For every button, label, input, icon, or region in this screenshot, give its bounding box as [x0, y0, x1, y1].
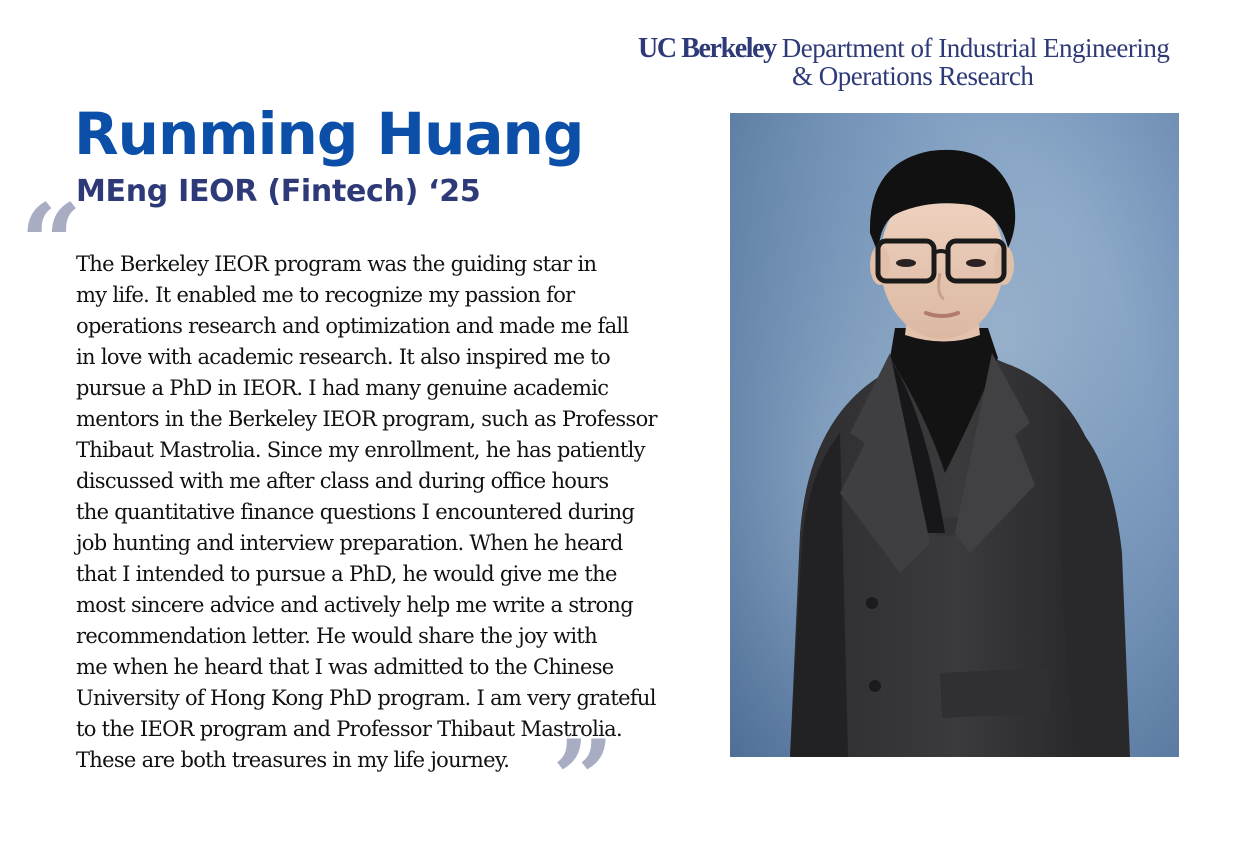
department-name-line1: Department of Industrial Engineering [781, 33, 1170, 63]
department-name-line2: & Operations Research [792, 61, 1034, 91]
uc-berkeley-wordmark: UC Berkeley [638, 33, 776, 64]
open-quote-icon: “ [20, 181, 83, 307]
quote-line: the quantitative finance questions I encountered during [76, 500, 635, 524]
quote-line: These are both treasures in my life journey. [76, 748, 510, 772]
quote-line: me when he heard that I was admitted to the Chinese [76, 655, 614, 679]
quote-line: Thibaut Mastrolia. Since my enrollment, he has patiently [76, 438, 645, 462]
quote-line: job hunting and interview preparation. When he heard [76, 531, 623, 555]
department-logo [638, 34, 1169, 90]
quote-line: in love with academic research. It also inspired me to [76, 345, 610, 369]
degree-title: MEng IEOR (Fintech) ‘25 [76, 174, 481, 209]
quote-line: University of Hong Kong PhD program. I am very grateful [76, 686, 656, 710]
portrait-photo [730, 113, 1179, 757]
student-name: Runming Huang [74, 100, 584, 168]
quote-line: mentors in the Berkeley IEOR program, such as Professor [76, 407, 657, 431]
quote-line: The Berkeley IEOR program was the guiding star in [76, 252, 597, 276]
quote-line: recommendation letter. He would share the joy with [76, 624, 597, 648]
quote-line: operations research and optimization and made me fall [76, 314, 629, 338]
quote-line: to the IEOR program and Professor Thibaut Mastrolia. [76, 717, 622, 741]
quote-line: my life. It enabled me to recognize my passion for [76, 283, 575, 307]
quote-line: most sincere advice and actively help me write a strong [76, 593, 633, 617]
quote-line: pursue a PhD in IEOR. I had many genuine academic [76, 376, 609, 400]
quote-line: discussed with me after class and during office hours [76, 469, 609, 493]
portrait-illustration [730, 113, 1179, 757]
quote-line: that I intended to pursue a PhD, he would give me the [76, 562, 617, 586]
close-quote-icon: ” [552, 717, 615, 843]
testimonial-quote [76, 249, 657, 776]
